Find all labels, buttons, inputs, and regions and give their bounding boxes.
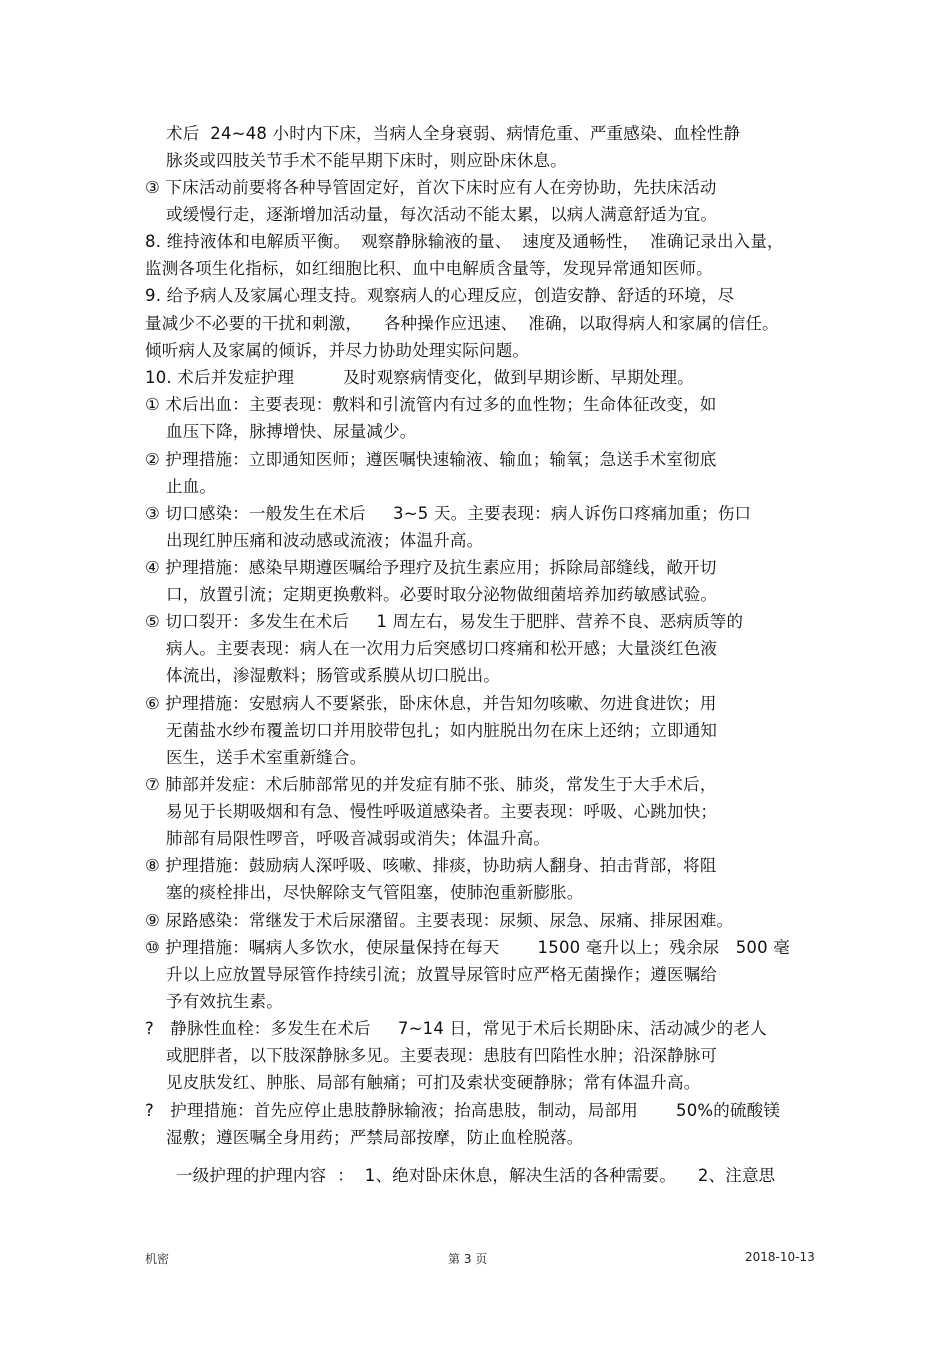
text-line: 口，放置引流；定期更换敷料。必要时取分泌物做细菌培养加药敏感试验。 — [166, 585, 718, 604]
text-line: ① 术后出血：主要表现：敷料和引流管内有过多的血性物；生命体征改变，如 — [145, 395, 717, 414]
text-line: 量减少不必要的干扰和刺激， 各种操作应迅速、 准确，以取得病人和家属的信任。 — [145, 314, 779, 333]
text-line: 止血。 — [166, 477, 217, 496]
text-line: 予有效抗生素。 — [166, 992, 283, 1011]
text-line: 肺部有局限性啰音，呼吸音减弱或消失；体温升高。 — [166, 829, 551, 848]
text-line: 监测各项生化指标，如红细胞比积、血中电解质含量等，发现异常通知医师。 — [145, 259, 713, 278]
text-line: 体流出，渗湿敷料；肠管或系膜从切口脱出。 — [166, 666, 500, 685]
text-line: ? 护理措施：首先应停止患肢静脉输液；抬高患肢，制动，局部用 50%的硫酸镁 — [145, 1101, 781, 1120]
text-line: 一级护理的护理内容 ： 1、绝对卧床休息，解决生活的各种需要。 2、注意思 — [176, 1166, 776, 1185]
text-line: 无菌盐水纱布覆盖切口并用胶带包扎；如内脏脱出勿在床上还纳；立即通知 — [166, 721, 718, 740]
text-line: 血压下降，脉搏增快、尿量减少。 — [166, 422, 417, 441]
text-line: ⑤ 切口裂开：多发生在术后 1 周左右，易发生于肥胖、营养不良、恶病质等的 — [145, 612, 744, 631]
footer-left-label: 机密 — [145, 1252, 170, 1266]
text-line: 塞的痰栓排出，尽快解除支气管阻塞，使肺泡重新膨胀。 — [166, 883, 584, 902]
text-line: 术后 24~48 小时内下床，当病人全身衰弱、病情危重、严重感染、血栓性静 — [166, 124, 741, 143]
text-line: 9. 给予病人及家属心理支持。观察病人的心理反应，创造安静、舒适的环境，尽 — [145, 286, 735, 305]
text-line: ⑧ 护理措施：鼓励病人深呼吸、咳嗽、排痰，协助病人翻身、拍击背部，将阻 — [145, 856, 717, 875]
text-line: ⑦ 肺部并发症：术后肺部常见的并发症有肺不张、肺炎，常发生于大手术后， — [145, 775, 717, 794]
text-line: ⑨ 尿路感染：常继发于术后尿潴留。主要表现：尿频、尿急、尿痛、排尿困难。 — [145, 911, 734, 930]
footer-date: 2018-10-13 — [745, 1250, 815, 1264]
text-line: 易见于长期吸烟和有急、慢性呼吸道感染者。主要表现：呼吸、心跳加快； — [166, 802, 718, 821]
text-line: 医生，送手术室重新缝合。 — [166, 748, 367, 767]
text-line: 8. 维持液体和电解质平衡。 观察静脉输液的量、 速度及通畅性， 准确记录出入量， — [145, 232, 784, 251]
text-line: 升以上应放置导尿管作持续引流；放置导尿管时应严格无菌操作；遵医嘱给 — [166, 965, 718, 984]
text-line: 病人。主要表现：病人在一次用力后突感切口疼痛和松开感；大量淡红色液 — [166, 639, 718, 658]
text-line: ⑩ 护理措施：嘱病人多饮水，使尿量保持在每天 1500 毫升以上；残余尿 500 毫 — [145, 938, 790, 957]
text-line: ③ 切口感染：一般发生在术后 3~5 天。主要表现：病人诉伤口疼痛加重；伤口 — [145, 504, 752, 523]
text-line: 见皮肤发红、肿胀、局部有触痛；可扪及索状变硬静脉；常有体温升高。 — [166, 1073, 701, 1092]
text-line: 出现红肿压痛和波动感或流液；体温升高。 — [166, 531, 484, 550]
text-line: 脉炎或四肢关节手术不能早期下床时，则应卧床休息。 — [166, 151, 567, 170]
text-line: ④ 护理措施：感染早期遵医嘱给予理疗及抗生素应用；拆除局部缝线，敞开切 — [145, 558, 717, 577]
text-line: 10. 术后并发症护理 及时观察病情变化，做到早期诊断、早期处理。 — [145, 368, 694, 387]
text-line: 湿敷；遵医嘱全身用药；严禁局部按摩，防止血栓脱落。 — [166, 1128, 584, 1147]
page-number: 第 3 页 — [448, 1252, 488, 1266]
text-line: 倾听病人及家属的倾诉，并尽力协助处理实际问题。 — [145, 341, 530, 360]
text-line: ? 静脉性血栓：多发生在术后 7~14 日，常见于术后长期卧床、活动减少的老人 — [145, 1019, 767, 1038]
text-line: 或缓慢行走，逐渐增加活动量，每次活动不能太累，以病人满意舒适为宜。 — [166, 205, 718, 224]
text-line: 或肥胖者，以下肢深静脉多见。主要表现：患肢有凹陷性水肿；沿深静脉可 — [166, 1046, 718, 1065]
text-line: ③ 下床活动前要将各种导管固定好，首次下床时应有人在旁协助，先扶床活动 — [145, 178, 717, 197]
text-line: ② 护理措施：立即通知医师；遵医嘱快速输液、输血；输氧；急送手术室彻底 — [145, 450, 717, 469]
text-line: ⑥ 护理措施：安慰病人不要紧张，卧床休息，并告知勿咳嗽、勿进食进饮；用 — [145, 694, 717, 713]
